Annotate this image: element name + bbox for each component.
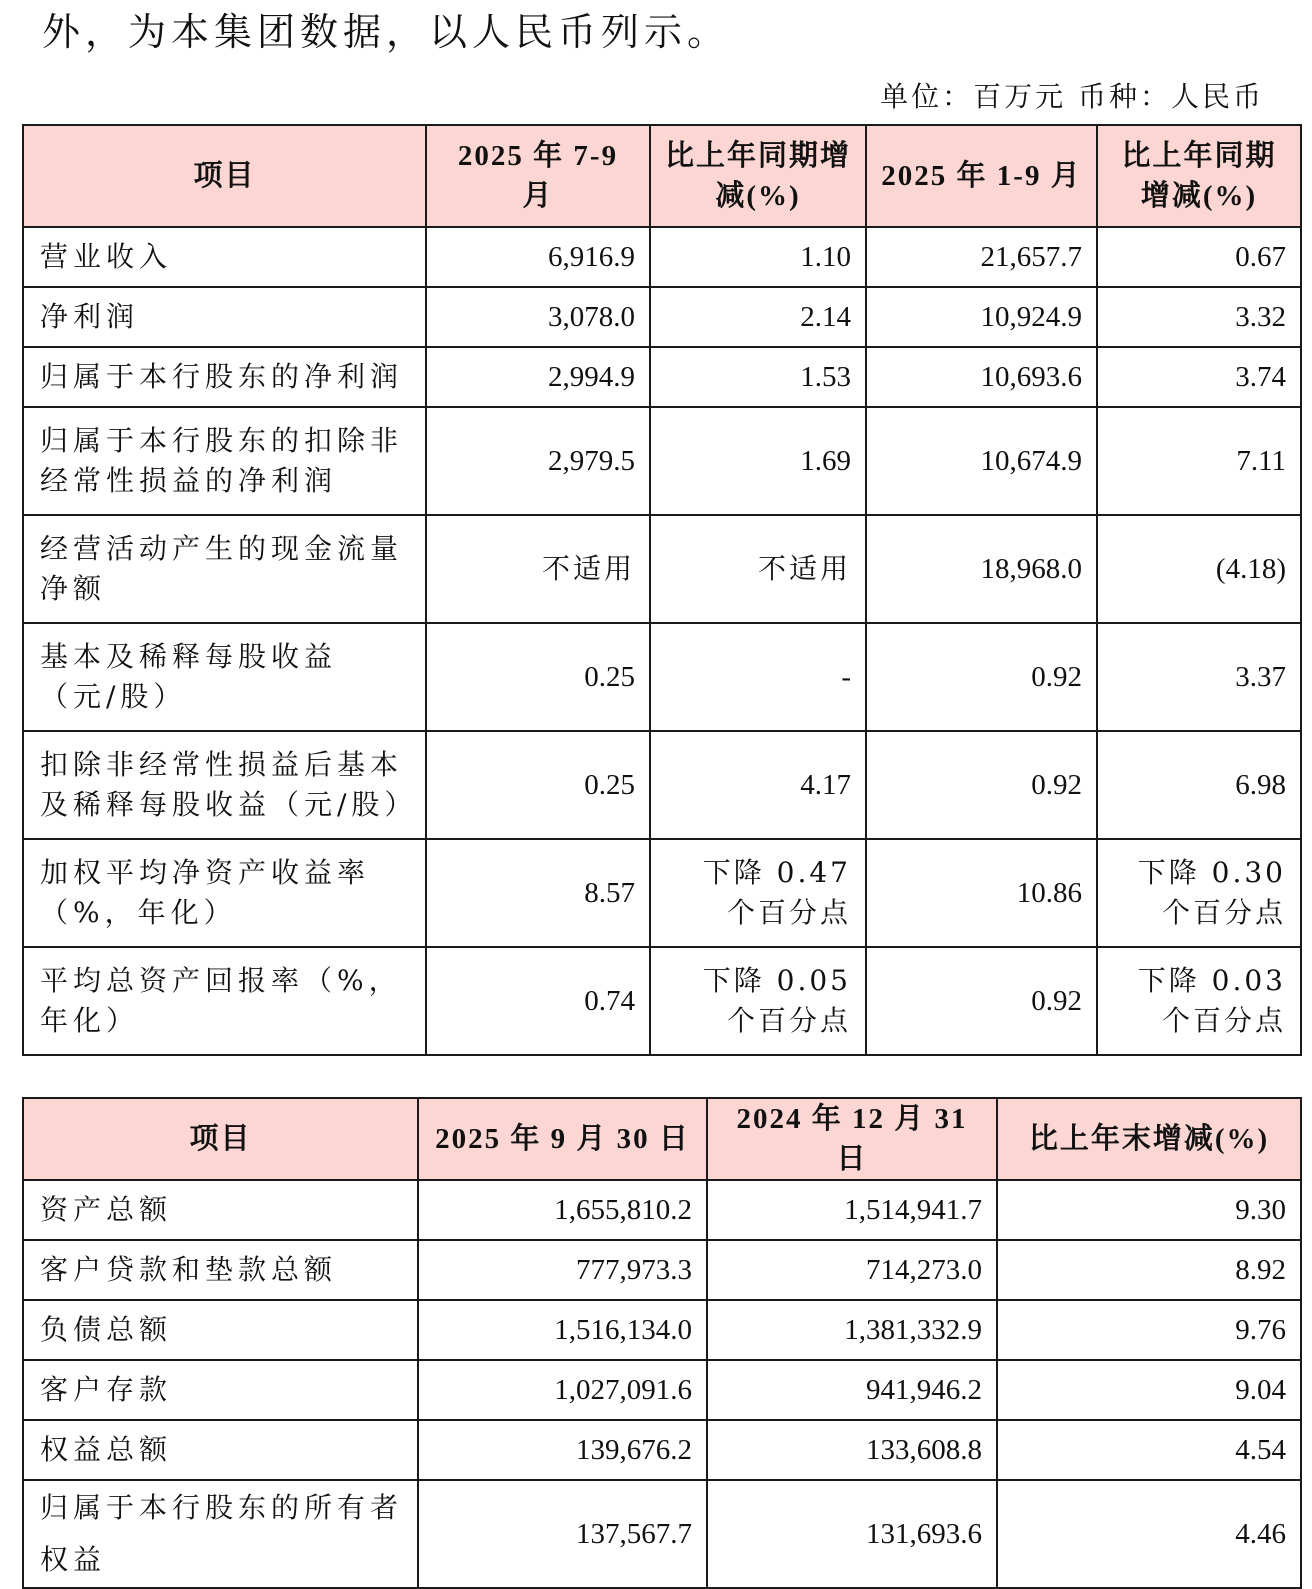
header-current-date: 2025 年 9 月 30 日	[418, 1098, 707, 1180]
q3-change: 不适用	[650, 515, 866, 623]
row-label: 平均总资产回报率（%，年化）	[23, 947, 426, 1055]
q3-value: 3,078.0	[426, 287, 650, 347]
table-row	[23, 227, 1301, 287]
q3-value: 6,916.9	[426, 227, 650, 287]
ytd-change: 7.11	[1097, 407, 1301, 515]
current-value: 137,567.7	[418, 1480, 707, 1588]
header-item: 项目	[23, 125, 426, 227]
change-value: 9.76	[997, 1300, 1301, 1360]
current-value: 1,027,091.6	[418, 1360, 707, 1420]
ytd-value: 0.92	[866, 623, 1097, 731]
header-item: 项目	[23, 1098, 418, 1180]
ytd-change: (4.18)	[1097, 515, 1301, 623]
table-row	[23, 1420, 1301, 1480]
prior-value: 1,381,332.9	[707, 1300, 997, 1360]
q3-value: 8.57	[426, 839, 650, 947]
header-change: 比上年末增减(%)	[997, 1098, 1301, 1180]
balance-sheet-table	[22, 1097, 1302, 1589]
q3-change: 1.53	[650, 347, 866, 407]
row-label: 净利润	[23, 287, 426, 347]
row-label: 归属于本行股东的所有者权益	[23, 1480, 418, 1588]
header-ytd-change: 比上年同期增减(%)	[1097, 125, 1301, 227]
ytd-change: 下降 0.03 个百分点	[1097, 947, 1301, 1055]
q3-change: 2.14	[650, 287, 866, 347]
ytd-value: 0.92	[866, 947, 1097, 1055]
table-row	[23, 287, 1301, 347]
ytd-value: 10,674.9	[866, 407, 1097, 515]
table-row	[23, 407, 1301, 515]
current-value: 777,973.3	[418, 1240, 707, 1300]
row-label: 归属于本行股东的净利润	[23, 347, 426, 407]
row-label: 资产总额	[23, 1180, 418, 1240]
row-label: 扣除非经常性损益后基本及稀释每股收益（元/股）	[23, 731, 426, 839]
table-header-row	[23, 125, 1301, 227]
current-value: 1,655,810.2	[418, 1180, 707, 1240]
row-label: 负债总额	[23, 1300, 418, 1360]
q3-value: 2,994.9	[426, 347, 650, 407]
row-label: 客户存款	[23, 1360, 418, 1420]
row-label: 加权平均净资产收益率（%，年化）	[23, 839, 426, 947]
q3-change: 1.69	[650, 407, 866, 515]
table-header-row	[23, 1098, 1301, 1180]
table-row	[23, 731, 1301, 839]
table-row	[23, 1180, 1301, 1240]
ytd-change: 6.98	[1097, 731, 1301, 839]
ytd-change: 0.67	[1097, 227, 1301, 287]
row-label: 经营活动产生的现金流量净额	[23, 515, 426, 623]
ytd-change: 3.74	[1097, 347, 1301, 407]
change-value: 9.30	[997, 1180, 1301, 1240]
q3-change: -	[650, 623, 866, 731]
ytd-change: 下降 0.30 个百分点	[1097, 839, 1301, 947]
change-value: 8.92	[997, 1240, 1301, 1300]
table-row	[23, 1480, 1301, 1588]
table-row	[23, 623, 1301, 731]
header-q3: 2025 年 7-9 月	[426, 125, 650, 227]
ytd-value: 18,968.0	[866, 515, 1097, 623]
ytd-value: 10.86	[866, 839, 1097, 947]
header-prior-date: 2024 年 12 月 31 日	[707, 1098, 997, 1180]
change-value: 9.04	[997, 1360, 1301, 1420]
ytd-value: 10,924.9	[866, 287, 1097, 347]
header-ytd: 2025 年 1-9 月	[866, 125, 1097, 227]
row-label: 权益总额	[23, 1420, 418, 1480]
prior-value: 1,514,941.7	[707, 1180, 997, 1240]
q3-change: 1.10	[650, 227, 866, 287]
row-label: 营业收入	[23, 227, 426, 287]
header-q3-change: 比上年同期增减(%)	[650, 125, 866, 227]
intro-text: 外，为本集团数据，以人民币列示。	[42, 10, 731, 54]
ytd-change: 3.37	[1097, 623, 1301, 731]
table-row	[23, 515, 1301, 623]
table-row	[23, 1240, 1301, 1300]
current-value: 1,516,134.0	[418, 1300, 707, 1360]
prior-value: 941,946.2	[707, 1360, 997, 1420]
row-label: 归属于本行股东的扣除非经常性损益的净利润	[23, 407, 426, 515]
change-value: 4.46	[997, 1480, 1301, 1588]
q3-value: 不适用	[426, 515, 650, 623]
prior-value: 714,273.0	[707, 1240, 997, 1300]
q3-change: 下降 0.47 个百分点	[650, 839, 866, 947]
q3-change: 下降 0.05 个百分点	[650, 947, 866, 1055]
table-row	[23, 347, 1301, 407]
q3-value: 0.74	[426, 947, 650, 1055]
q3-change: 4.17	[650, 731, 866, 839]
prior-value: 131,693.6	[707, 1480, 997, 1588]
ytd-change: 3.32	[1097, 287, 1301, 347]
table-row	[23, 1300, 1301, 1360]
ytd-value: 10,693.6	[866, 347, 1097, 407]
change-value: 4.54	[997, 1420, 1301, 1480]
row-label: 基本及稀释每股收益（元/股）	[23, 623, 426, 731]
unit-note: 单位：百万元 币种：人民币	[880, 80, 1264, 113]
table-row	[23, 947, 1301, 1055]
prior-value: 133,608.8	[707, 1420, 997, 1480]
q3-value: 0.25	[426, 623, 650, 731]
ytd-value: 21,657.7	[866, 227, 1097, 287]
table-row	[23, 839, 1301, 947]
ytd-value: 0.92	[866, 731, 1097, 839]
q3-value: 2,979.5	[426, 407, 650, 515]
q3-value: 0.25	[426, 731, 650, 839]
quarterly-metrics-table	[22, 124, 1302, 1056]
row-label: 客户贷款和垫款总额	[23, 1240, 418, 1300]
table-row	[23, 1360, 1301, 1420]
current-value: 139,676.2	[418, 1420, 707, 1480]
